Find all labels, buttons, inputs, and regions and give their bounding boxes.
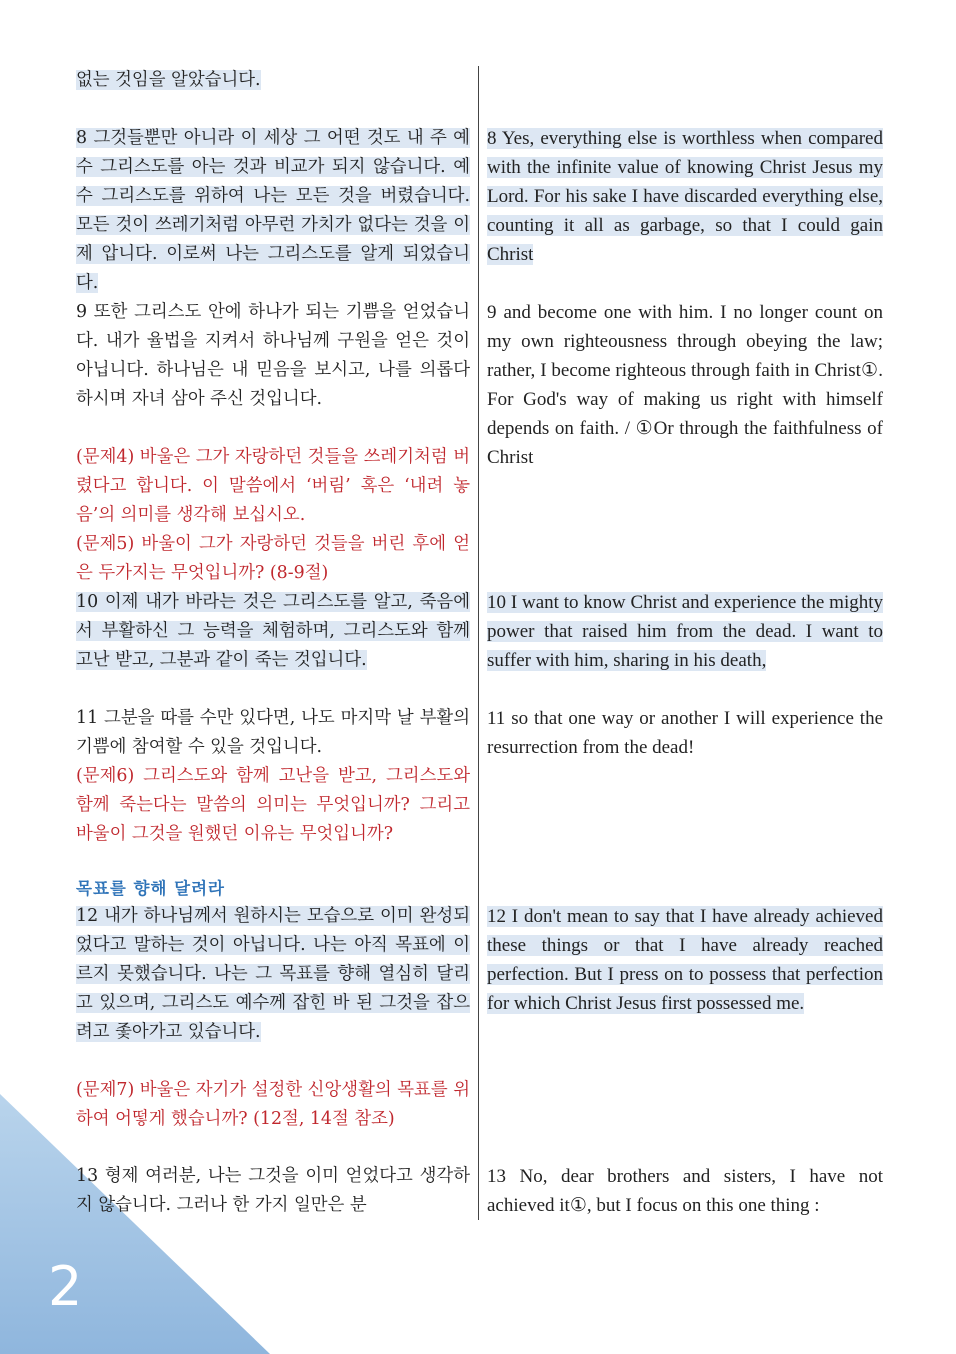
- verse-8-ko: 8 그것들뿐만 아니라 이 세상 그 어떤 것도 내 주 예수 그리스도를 아는 것과 비교가 되지 않습니다. 예수 그리스도를 위하여 나는 모든 것을 버렸습니다. 모든 것이 쓰레기처럼 아무런 가치가 없다는 것을 이제 압니다. 이로써 나는 그리스도를 알게 되었습니다.: [76, 128, 470, 293]
- question-5: (문제5) 바울이 그가 자랑하던 것들을 버린 후에 얻은 두가지는 무엇입니까? (8-9절): [76, 534, 470, 583]
- column-divider: [478, 66, 479, 1220]
- verse-13-en: 13 No, dear brothers and sisters, I have not achieved it①, but I focus on this one thing :: [487, 1166, 883, 1216]
- page-number: 2: [48, 1255, 83, 1318]
- verse-12-ko: 12 내가 하나님께서 원하시는 모습으로 이미 완성되었다고 말하는 것이 아닙니다. 나는 아직 목표에 이르지 못했습니다. 나는 그 목표를 향해 열심히 달리고 있으며, 그리스도 예수께 잡힌 바 된 그것을 잡으려고 좇아가고 있습니다.: [76, 906, 470, 1042]
- question-6: (문제6) 그리스도와 함께 고난을 받고, 그리스도와 함께 죽는다는 말씀의 의미는 무엇입니까? 그리고 바울이 그것을 원했던 이유는 무엇입니까?: [76, 766, 470, 844]
- verse-11-en: 11 so that one way or another I will experience the resurrection from the dead!: [487, 708, 883, 758]
- question-7: (문제7) 바울은 자기가 설정한 신앙생활의 목표를 위하여 어떻게 했습니까? (12절, 14절 참조): [76, 1080, 470, 1129]
- section-heading: 목표를 향해 달려라: [76, 879, 226, 898]
- verse-8-en: 8 Yes, everything else is worthless when compared with the infinite value of knowing Christ Jesus my Lord. For his sake I have discarded everything else, counting it all as garbage, so that I could gain Christ: [487, 128, 883, 265]
- verse-13-ko: 13 형제 여러분, 나는 그것을 이미 얻었다고 생각하지 않습니다. 그러나 한 가지 일만은 분: [76, 1166, 470, 1215]
- verse-10-en: 10 I want to know Christ and experience the mighty power that raised him from the dead. I want to suffer with him, sharing in his death,: [487, 592, 883, 671]
- verse-9-ko: 9 또한 그리스도 안에 하나가 되는 기쁨을 얻었습니다. 내가 율법을 지켜서 하나님께 구원을 얻은 것이 아닙니다. 하나님은 내 믿음을 보시고, 나를 의롭다 하시며 자녀 삼아 주신 것입니다.: [76, 302, 470, 409]
- verse-10-ko: 10 이제 내가 바라는 것은 그리스도를 알고, 죽음에서 부활하신 그 능력을 체험하며, 그리스도와 함께 고난 받고, 그분과 같이 죽는 것입니다.: [76, 592, 470, 670]
- verse-11-ko: 11 그분을 따를 수만 있다면, 나도 마지막 날 부활의 기쁨에 참여할 수 있을 것입니다.: [76, 708, 470, 757]
- question-4: (문제4) 바울은 그가 자랑하던 것들을 쓰레기처럼 버렸다고 합니다. 이 말씀에서 ‘버림’ 혹은 ‘내려 놓음’의 의미를 생각해 보십시오.: [76, 447, 470, 525]
- verse-12-en: 12 I don't mean to say that I have already achieved these things or that I have already reached perfection. But I press on to possess that perfection for which Christ Jesus first possessed me.: [487, 906, 883, 1014]
- verse-intro-ko: 없는 것임을 알았습니다.: [76, 70, 261, 90]
- verse-9-en: 9 and become one with him. I no longer count on my own righteousness through obeying the law; rather, I become righteous through faith in Christ①. For God's way of making us right with himself depends on faith. / ①Or through the faithfulness of Christ: [487, 302, 883, 468]
